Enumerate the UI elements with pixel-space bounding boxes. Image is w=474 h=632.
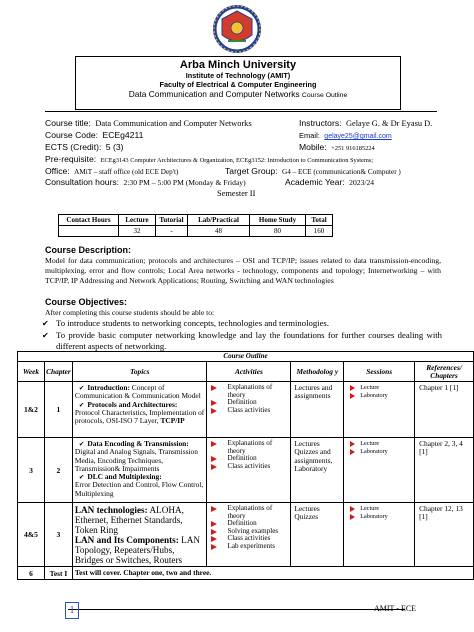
objective-text: To provide basic computer networking knowledge and lay the foundations for further courses dealing with different aspects of networking. bbox=[56, 330, 442, 351]
topic-text: Digital and Analog Signals, Transmission Media, Encoding Techniques, Transmission& Impairments bbox=[74, 447, 198, 473]
description-heading: Course Description: bbox=[45, 245, 132, 255]
prerequisite-value: ECEg3143 Computer Architectures & Organization, ECEg3152: Introduction to Communication Systems; bbox=[100, 157, 374, 164]
arrow-icon bbox=[211, 536, 217, 542]
course-name: Data Communication and Computer Networks bbox=[128, 89, 300, 99]
hours-header-home-study: Home Study bbox=[250, 215, 306, 226]
hours-value-tutorial: - bbox=[156, 226, 188, 237]
objective-item bbox=[42, 318, 442, 329]
topics-cell bbox=[72, 438, 207, 503]
course-outline-table bbox=[17, 351, 474, 580]
session-item: Lecture bbox=[360, 440, 380, 447]
ects-value: 5 (3) bbox=[105, 142, 124, 152]
objective-text: To introduce students to networking concepts, technologies and terminologies. bbox=[56, 318, 329, 328]
consultation-line bbox=[45, 172, 246, 190]
col-methodology: Methodolog y bbox=[291, 362, 344, 382]
activity-item: Lab experiments bbox=[227, 541, 275, 550]
semester bbox=[217, 183, 255, 201]
office-label: Office: bbox=[45, 166, 70, 176]
description-text: Model for data communication; protocols and architectures – OSI and TCP/IP; issues related to data transmission-encoding, multiplexing, error and flow controls; Local Area networks - technology, components and topology; Internetworking – with TCP/IP, IP Addressing and Network Applications; Routing, Switching and WAN technologies bbox=[45, 256, 441, 285]
checkmark-icon: ✔ bbox=[78, 400, 85, 409]
sessions-cell bbox=[344, 438, 415, 503]
hours-value-lab: 48 bbox=[188, 226, 250, 237]
mobile-value: +251 916185224 bbox=[331, 145, 375, 152]
hours-value-lecture: 32 bbox=[119, 226, 156, 237]
col-sessions: Sessions bbox=[344, 362, 415, 382]
hours-header-total: Total bbox=[306, 215, 333, 226]
course-info bbox=[45, 111, 437, 198]
consultation-label: Consultation hours: bbox=[45, 177, 120, 187]
activity-item: Class activities bbox=[227, 405, 271, 414]
activities-cell bbox=[207, 438, 291, 503]
footer-text: AMIT - ECE bbox=[374, 604, 417, 613]
references-cell: Chapter 2, 3, 4 [1] bbox=[415, 438, 474, 503]
topic-heading: Introduction: bbox=[87, 383, 130, 392]
arrow-icon bbox=[350, 441, 355, 447]
header-box bbox=[75, 56, 401, 110]
activity-item: Class activities bbox=[227, 461, 271, 470]
checkmark-icon: ✔ bbox=[78, 473, 85, 482]
activity-item: Definition bbox=[227, 398, 257, 407]
course-heading bbox=[76, 89, 400, 101]
arrow-icon bbox=[211, 529, 217, 535]
activities-cell bbox=[207, 503, 291, 567]
hours-header-tutorial: Tutorial bbox=[156, 215, 188, 226]
target-label: Target Group: bbox=[225, 166, 278, 176]
arrow-icon bbox=[350, 449, 355, 455]
arrow-icon bbox=[350, 385, 355, 391]
chapter-cell: 1 bbox=[44, 382, 72, 438]
ects-label: ECTS (Credit): bbox=[45, 142, 102, 152]
topic-heading: DLC and Multiplexing: bbox=[87, 472, 162, 482]
academic-year-line bbox=[285, 172, 374, 190]
arrow-icon bbox=[211, 464, 217, 470]
session-item: Laboratory bbox=[360, 447, 388, 455]
topics-cell bbox=[72, 382, 207, 438]
references-cell: Chapter 1 [1] bbox=[415, 382, 474, 438]
session-item: Lecture bbox=[360, 384, 380, 391]
course-code-label: Course Code: bbox=[45, 130, 99, 140]
topic-text: ALOHA, Ethernet, Ethernet Standards, Token Ring bbox=[74, 505, 184, 535]
table-row bbox=[18, 567, 474, 580]
arrow-icon bbox=[211, 400, 217, 406]
course-title-value: Data Communication and Computer Networks bbox=[95, 119, 252, 128]
col-week: Week bbox=[18, 362, 45, 382]
week-cell: 4&5 bbox=[18, 503, 45, 567]
objectives-intro: After completing this course students should be able to: bbox=[45, 308, 215, 317]
arrow-icon bbox=[211, 544, 217, 550]
topics-cell bbox=[72, 503, 207, 567]
mobile-label: Mobile: bbox=[299, 142, 327, 152]
topic-text: Concept of Communication & Communication Model bbox=[74, 383, 201, 401]
arrow-icon bbox=[211, 385, 217, 391]
instructors-value: Gelaye G. & Dr Eyasu D. bbox=[345, 119, 433, 128]
arrow-icon bbox=[211, 521, 217, 527]
topic-heading: LAN technologies: bbox=[74, 505, 148, 515]
col-activities: Activities bbox=[207, 362, 291, 382]
topic-heading: Data Encoding & Transmission: bbox=[87, 439, 189, 448]
topic-text: LAN Topology, Repeaters/Hubs, Bridges or Switches, Routers bbox=[74, 535, 200, 565]
week-cell: 1&2 bbox=[18, 382, 45, 438]
activity-item: Class activities bbox=[227, 534, 271, 543]
topic-heading: Protocols and Architectures: bbox=[87, 399, 178, 409]
university-logo bbox=[208, 3, 266, 55]
objective-item bbox=[42, 330, 442, 352]
prerequisite-label: Pre-requisite: bbox=[45, 154, 97, 164]
academic-year-value: 2023/24 bbox=[349, 178, 375, 187]
activity-item: Solving examples bbox=[227, 526, 279, 535]
col-topics: Topics bbox=[72, 362, 207, 382]
activity-item: Definition bbox=[227, 454, 257, 463]
activity-item: Explanations of theory bbox=[227, 383, 273, 399]
activities-cell bbox=[207, 382, 291, 438]
hours-header-lab: Lab/Practical bbox=[188, 215, 250, 226]
objectives-heading: Course Objectives: bbox=[45, 297, 128, 307]
checkmark-icon: ✔ bbox=[42, 331, 49, 340]
col-references: References/ Chapters bbox=[415, 362, 474, 382]
arrow-icon bbox=[211, 506, 217, 512]
course-code-value: ECEg4211 bbox=[102, 130, 144, 140]
target-value: G4 – ECE (communication& Computer ) bbox=[282, 168, 401, 176]
checkmark-icon: ✔ bbox=[42, 319, 49, 328]
university-name: Arba Minch University bbox=[179, 59, 297, 71]
email-link[interactable]: gelaye25@gmail.com bbox=[324, 133, 392, 140]
session-item: Laboratory bbox=[360, 391, 388, 399]
instructors-label: Instructors: bbox=[299, 118, 342, 128]
course-title-label: Course title: bbox=[45, 118, 91, 128]
contact-hours-table bbox=[58, 214, 333, 237]
activity-item: Explanations of theory bbox=[227, 439, 273, 455]
chapter-cell: 3 bbox=[44, 503, 72, 567]
arrow-icon bbox=[350, 393, 355, 399]
arrow-icon bbox=[350, 514, 355, 520]
methodology-cell: Lectures and assignments bbox=[291, 382, 344, 438]
table-row bbox=[18, 503, 474, 567]
consultation-value: 2:30 PM – 5:00 PM (Monday & Friday) bbox=[123, 178, 246, 187]
hours-header-contact: Contact Hours bbox=[59, 215, 119, 226]
methodology-cell: Lectures Quizzes and assignments, Laboratory bbox=[291, 438, 344, 503]
sessions-cell bbox=[344, 503, 415, 567]
page-number: 1 bbox=[65, 602, 79, 619]
hours-value-contact bbox=[59, 226, 119, 237]
arrow-icon bbox=[350, 506, 355, 512]
academic-year-label: Academic Year: bbox=[285, 177, 345, 187]
topic-heading: LAN and Its Components: bbox=[74, 535, 179, 545]
checkmark-icon: ✔ bbox=[78, 384, 85, 392]
footer-divider bbox=[68, 609, 405, 610]
arrow-icon bbox=[211, 441, 217, 447]
table-row bbox=[18, 438, 474, 503]
methodology-cell: Lectures Quizzes bbox=[291, 503, 344, 567]
table-row bbox=[18, 382, 474, 438]
office-value: AMiT – staff office (old ECE Dep't) bbox=[74, 168, 179, 176]
checkmark-icon: ✔ bbox=[78, 440, 85, 448]
activity-item: Definition bbox=[227, 519, 257, 528]
hours-value-home-study: 80 bbox=[250, 226, 306, 237]
col-chapter: Chapter bbox=[44, 362, 72, 382]
session-item: Laboratory bbox=[360, 512, 388, 520]
arrow-icon bbox=[211, 456, 217, 462]
references-cell: Chapter 12, 13 [1] bbox=[415, 503, 474, 567]
test-description: Test will cover. Chapter one, two and three. bbox=[72, 567, 473, 580]
email-label: Email: bbox=[299, 131, 320, 140]
week-cell: 6 bbox=[18, 567, 45, 580]
arrow-icon bbox=[211, 408, 217, 414]
week-cell: 3 bbox=[18, 438, 45, 503]
session-item: Lecture bbox=[360, 505, 380, 512]
institute-name: Institute of Technology (AMIT) bbox=[185, 71, 291, 80]
sessions-cell bbox=[344, 382, 415, 438]
doc-type: Course Outline bbox=[301, 92, 348, 99]
outline-caption: Course Outline bbox=[18, 352, 474, 362]
hours-header-lecture: Lecture bbox=[119, 215, 156, 226]
topic-text: Protocol Characteristics, Implementation of protocols, OSI-ISO 7 Layer, bbox=[74, 407, 205, 426]
semester-value: Semester II bbox=[217, 189, 256, 198]
hours-value-total: 160 bbox=[306, 226, 333, 237]
topic-text-bold: TCP/IP bbox=[160, 416, 185, 426]
chapter-cell: Test I bbox=[44, 567, 72, 580]
topic-text: Error Detection and Control, Flow Control, Multiplexing bbox=[74, 480, 204, 498]
faculty-name: Faculty of Electrical & Computer Engineering bbox=[159, 80, 317, 89]
activity-item: Explanations of theory bbox=[227, 504, 273, 520]
chapter-cell: 2 bbox=[44, 438, 72, 503]
